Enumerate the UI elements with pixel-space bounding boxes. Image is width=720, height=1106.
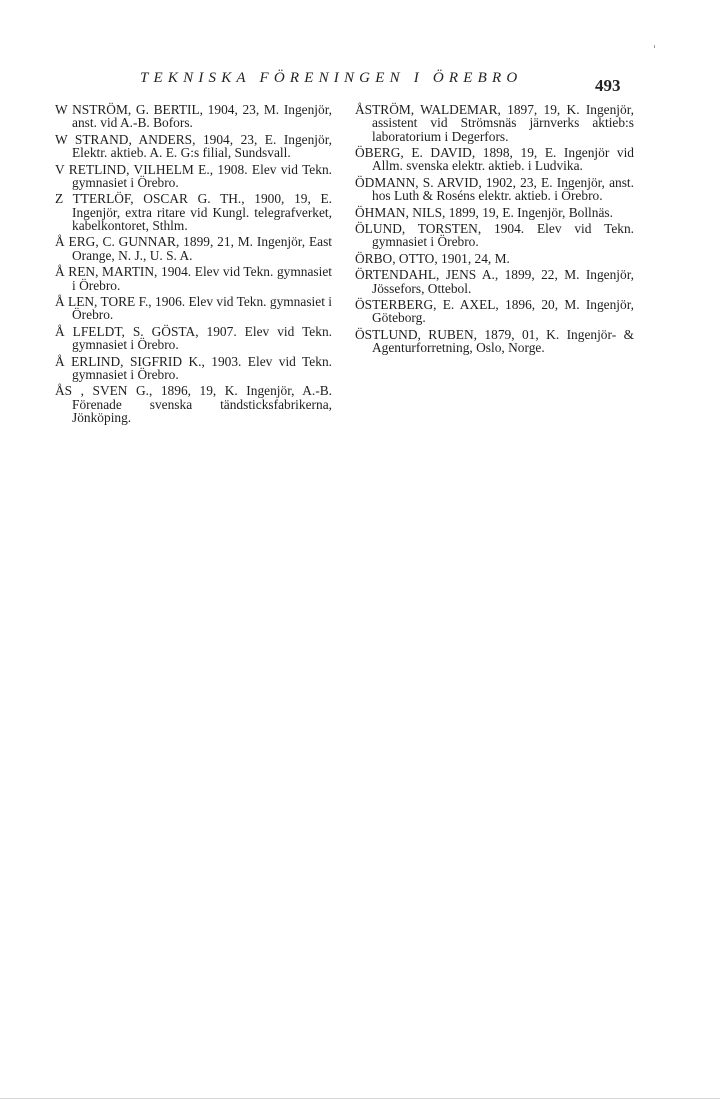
member-entry: ÖBERG, E. DAVID, 1898, 19, E. Ingenjör vid Allm. svenska elektr. aktieb. i Ludvika. (355, 145, 634, 174)
member-entry: ÖSTERBERG, E. AXEL, 1896, 20, M. Ingenjör, Göteborg. (355, 297, 634, 326)
member-entry: Å LEN, TORE F., 1906. Elev vid Tekn. gymnasiet i Örebro. (55, 293, 332, 323)
member-entry: Å ERLIND, SIGFRID K., 1903. Elev vid Tekn. gymnasiet i Örebro. (55, 353, 332, 382)
member-entry: W NSTRÖM, G. BERTIL, 1904, 23, M. Ingenjör, anst. vid A.-B. Bofors. (55, 102, 332, 131)
member-entry: ÅS , SVEN G., 1896, 19, K. Ingenjör, A.-B. Förenade svenska tändsticksfabrikerna, Jönköping. (55, 383, 332, 425)
member-entry: Å ERG, C. GUNNAR, 1899, 21, M. Ingenjör, East Orange, N. J., U. S. A. (55, 234, 332, 263)
left-column (55, 103, 332, 427)
member-entry: ÖLUND, TORSTEN, 1904. Elev vid Tekn. gymnasiet i Örebro. (355, 221, 634, 250)
member-entry: Å LFELDT, S. GÖSTA, 1907. Elev vid Tekn. gymnasiet i Örebro. (55, 323, 332, 353)
member-entry: ÖSTLUND, RUBEN, 1879, 01, K. Ingenjör- & Agenturforretning, Oslo, Norge. (355, 326, 634, 356)
member-entry: V RETLIND, VILHELM E., 1908. Elev vid Tekn. gymnasiet i Örebro. (55, 161, 332, 190)
member-entry: ÅSTRÖM, WALDEMAR, 1897, 19, K. Ingenjör, assistent vid Strömsnäs järnverks aktieb:s laboratorium i Degerfors. (355, 102, 634, 144)
member-entry: ÖRBO, OTTO, 1901, 24, M. (355, 250, 510, 266)
scan-mark (654, 45, 655, 48)
page-number: 493 (595, 76, 621, 95)
member-entry: ÖHMAN, NILS, 1899, 19, E. Ingenjör, Bollnäs. (355, 204, 613, 220)
member-entry: ÖRTENDAHL, JENS A., 1899, 22, M. Ingenjör, Jössefors, Ottebol. (355, 267, 634, 296)
member-entry: Z TTERLÖF, OSCAR G. TH., 1900, 19, E. Ingenjör, extra ritare vid Kungl. telegrafverket, kabelkontoret, Sthlm. (55, 191, 332, 233)
member-entry: W STRAND, ANDERS, 1904, 23, E. Ingenjör, Elektr. aktieb. A. E. G:s filial, Sundsvall. (55, 131, 332, 161)
scan-edge-line (0, 1098, 720, 1099)
member-entry: Å REN, MARTIN, 1904. Elev vid Tekn. gymnasiet i Örebro. (55, 264, 332, 293)
running-title: TEKNISKA FÖRENINGEN I ÖREBRO (140, 70, 523, 86)
right-column (355, 103, 634, 358)
member-entry: ÖDMANN, S. ARVID, 1902, 23, E. Ingenjör, anst. hos Luth & Roséns elektr. aktieb. i Örebro. (355, 174, 634, 204)
